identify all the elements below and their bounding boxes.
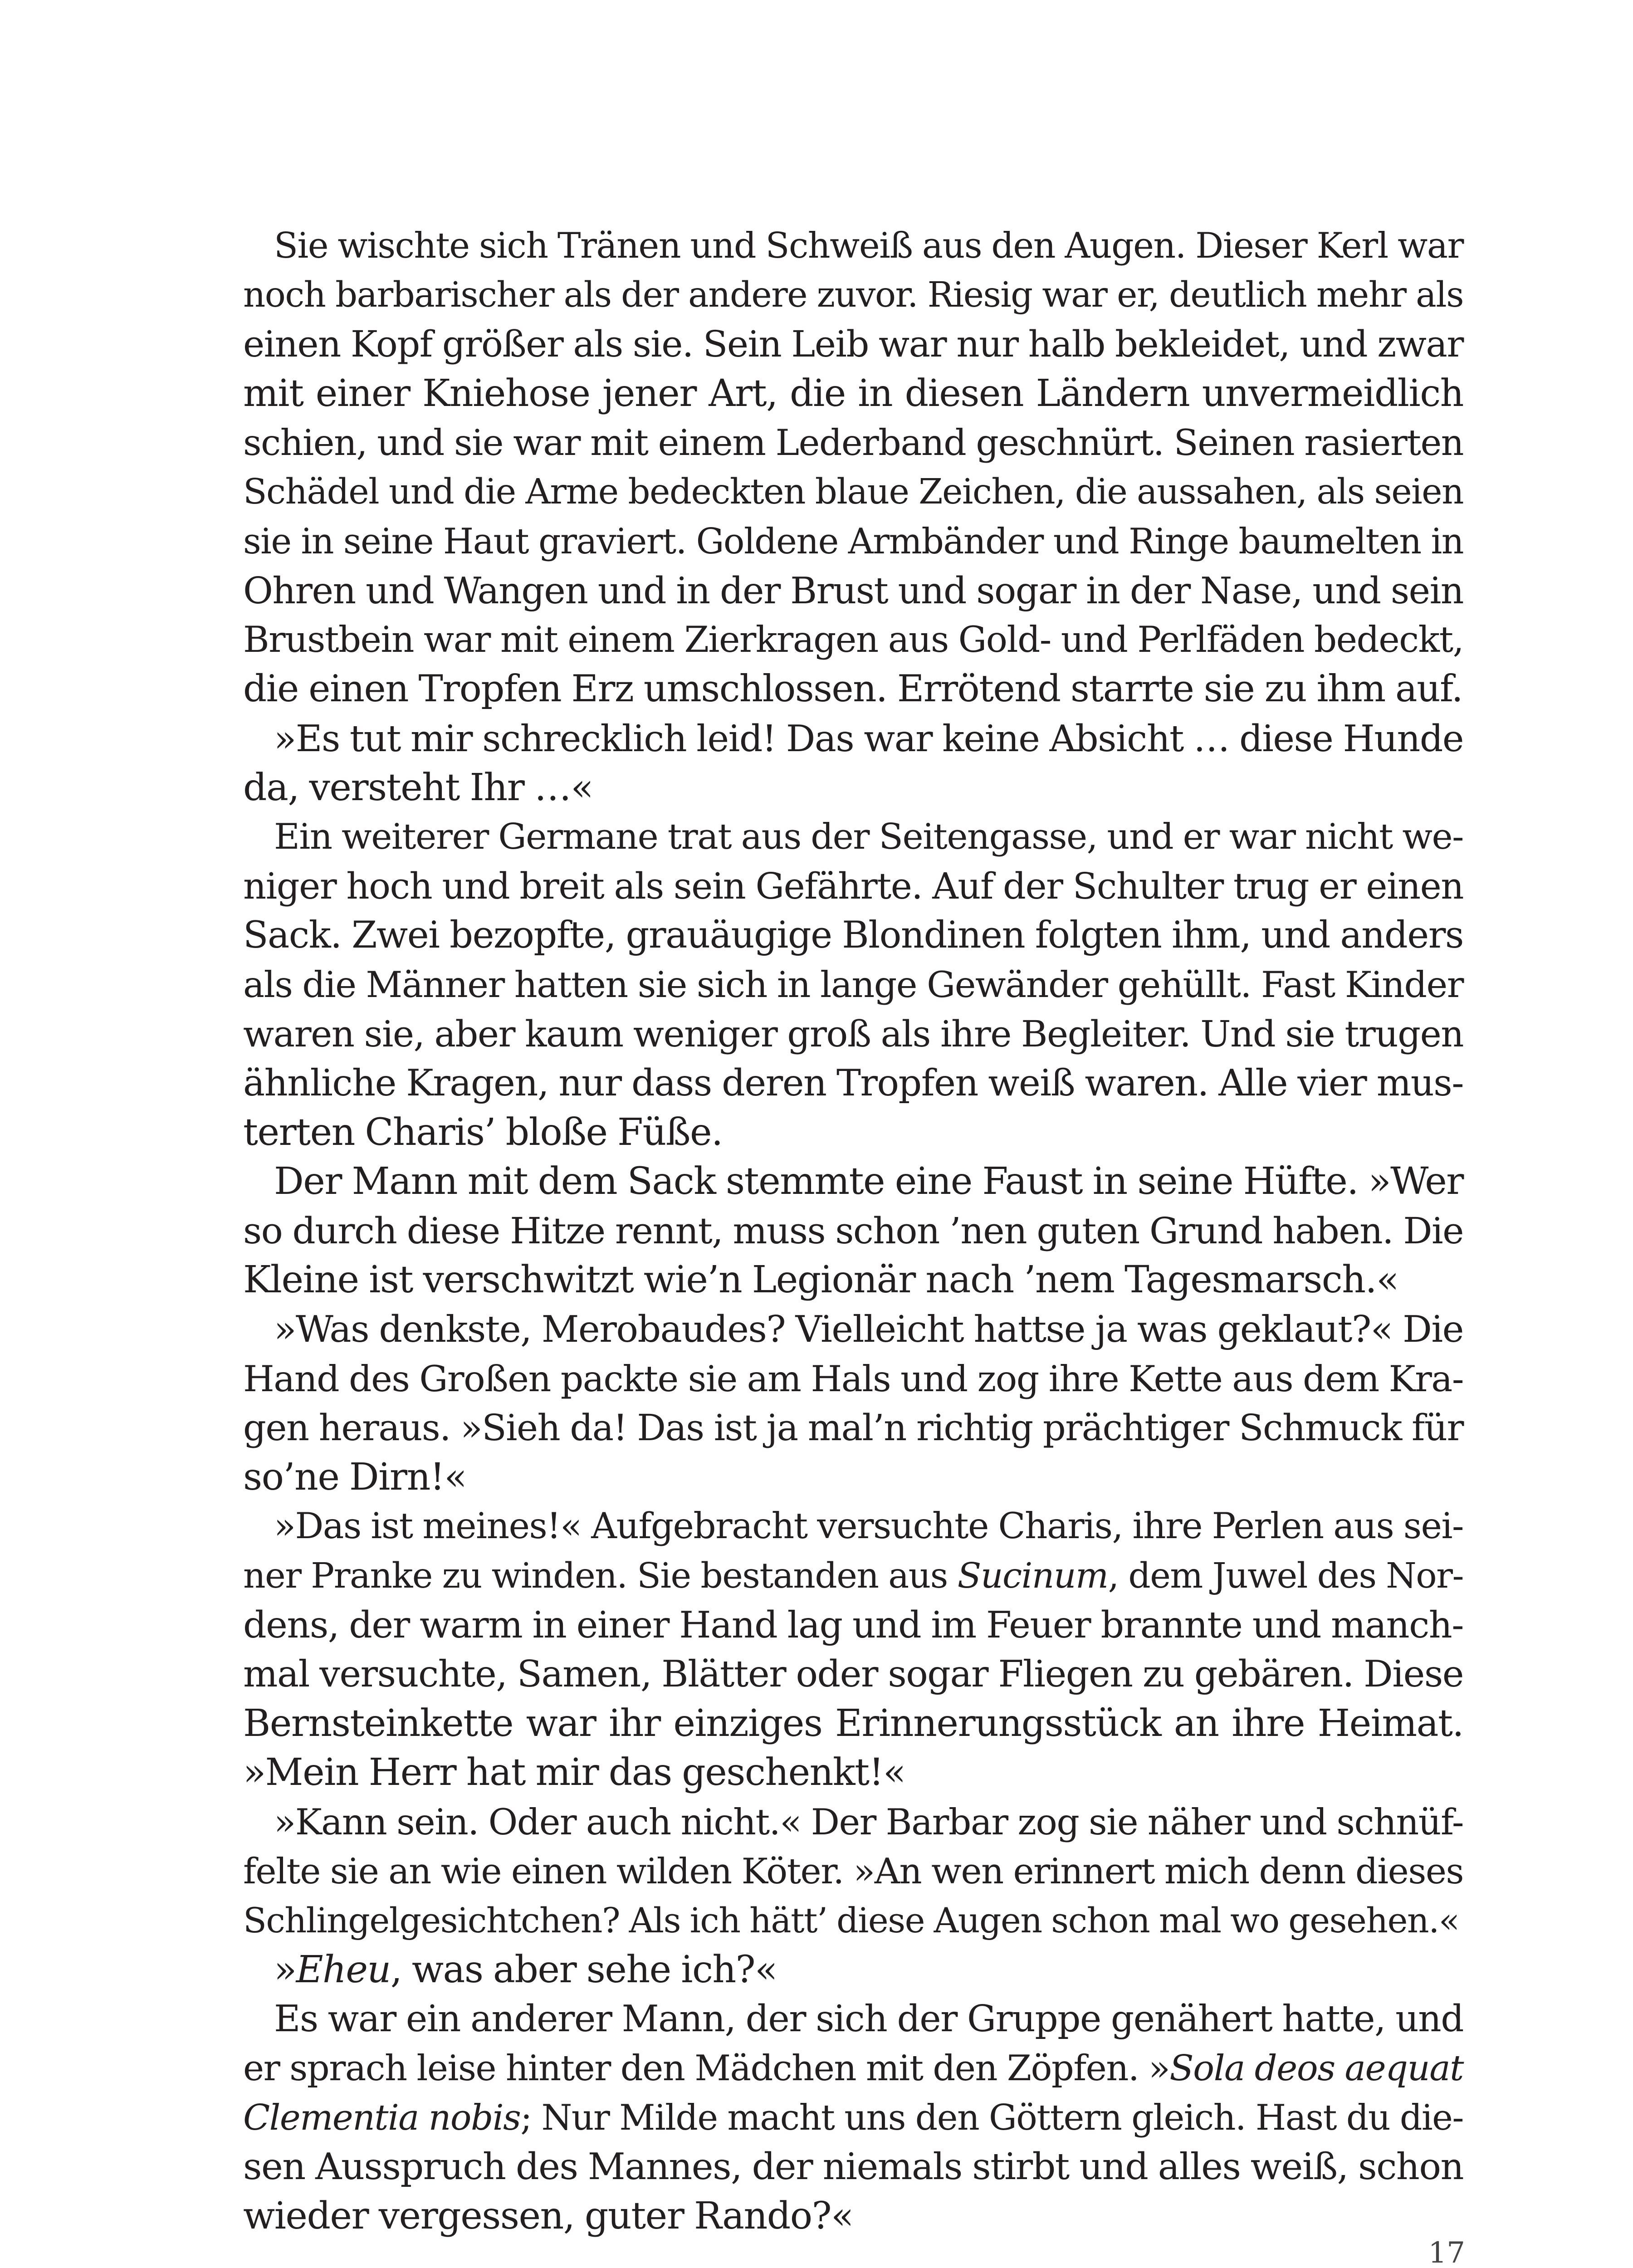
text-run: , dem Juwel des Nor- (1108, 1555, 1463, 1597)
text-line (243, 369, 1463, 419)
text-run: Ein weiterer Germane trat aus der Seitengasse, und er war nicht we- (274, 816, 1463, 858)
text-line (243, 1798, 1463, 1847)
body-text (243, 221, 1463, 2241)
text-line (243, 862, 1463, 911)
text-line (243, 1157, 1463, 1207)
text-run: » (274, 1948, 296, 1991)
text-line (243, 665, 1463, 714)
text-run: Hand des Großen packte sie am Hals und zog ihre Kette aus dem Kra- (243, 1358, 1463, 1400)
text-line (243, 1502, 1463, 1551)
text-run: »Es tut mir schrecklich leid! Das war keine Absicht … diese Hunde (274, 717, 1463, 760)
text-line (243, 714, 1463, 763)
text-line (243, 221, 1463, 271)
text-run: »Was denkste, Merobaudes? Vielleicht hattse ja was geklaut?« Die (274, 1308, 1463, 1351)
text-run: Der Mann mit dem Sack stemmte eine Faust in seine Hüfte. »Wer (274, 1160, 1463, 1203)
text-run: Sie wischte sich Tränen und Schweiß aus den Augen. Dieser Kerl war (274, 225, 1463, 266)
text-line (243, 1354, 1463, 1404)
text-run: Ohren und Wangen und in der Brust und sogar in der Nase, und sein (243, 569, 1463, 612)
text-run: als die Männer hatten sie sich in lange Gewänder gehüllt. Fast Kinder (243, 963, 1463, 1006)
text-run: felte sie an wie einen wilden Köter. »An wen erinnert mich denn dieses (243, 1851, 1463, 1892)
text-run: mal versuchte, Samen, Blätter oder sogar Fliegen zu gebären. Diese (243, 1653, 1463, 1696)
text-run: Brustbein war mit einem Zierkragen aus Gold- und Perlfäden bedeckt, (243, 619, 1463, 660)
text-run: »Das ist meines!« Aufgebracht versuchte Charis, ihre Perlen aus sei- (274, 1505, 1463, 1547)
italic-text: Sucinum (957, 1555, 1108, 1597)
text-line (243, 271, 1463, 320)
page-number: 17 (1428, 2236, 1465, 2268)
text-line (243, 1059, 1463, 1108)
text-run: sie in seine Haut graviert. Goldene Armbänder und Ringe baumelten in (243, 521, 1463, 562)
text-run: Schädel und die Arme bedeckten blaue Zeichen, die aussahen, als seien (243, 471, 1463, 512)
text-run: ner Pranke zu winden. Sie bestanden aus (243, 1555, 958, 1597)
text-line (243, 517, 1463, 567)
text-run: »Mein Herr hat mir das geschenkt!« (243, 1751, 905, 1794)
text-line (243, 418, 1463, 468)
text-run: Schlingelgesichtchen? Als ich hätt’ diese Augen schon mal wo gesehen.« (243, 1901, 1459, 1941)
text-line (243, 1305, 1463, 1354)
text-line (243, 2044, 1463, 2093)
text-line (243, 1207, 1463, 1256)
text-run: terten Charis’ bloße Füße. (243, 1110, 723, 1154)
text-line (243, 2093, 1463, 2143)
text-run: ähnliche Kragen, nur dass deren Tropfen weiß waren. Alle vier mus- (243, 1062, 1463, 1105)
text-line (243, 1601, 1463, 1650)
text-line (243, 1847, 1463, 1897)
italic-text: Sola deos aequat (1169, 2048, 1463, 2089)
text-run: so’ne Dirn!« (243, 1455, 467, 1499)
text-line (243, 1896, 1463, 1945)
text-run: noch barbarischer als der andere zuvor. Riesig war er, deutlich mehr als (243, 274, 1463, 315)
text-line (243, 763, 1463, 813)
text-run: die einen Tropfen Erz umschlossen. Errötend starrte sie zu ihm auf. (243, 667, 1463, 711)
text-run: mit einer Kniehose jener Art, die in diesen Ländern unvermeidlich (243, 371, 1463, 415)
text-run: er sprach leise hinter den Mädchen mit den Zöpfen. » (243, 2048, 1170, 2089)
text-run: schien, und sie war mit einem Lederband geschnürt. Seinen rasierten (243, 422, 1463, 464)
text-line (243, 1010, 1463, 1059)
text-line (243, 566, 1463, 616)
italic-text: Clementia nobis (243, 2097, 521, 2138)
text-run: wieder vergessen, guter Rando?« (243, 2194, 853, 2238)
text-run: niger hoch und breit als sein Gefährte. Auf der Schulter trug er einen (243, 865, 1463, 907)
text-line (243, 1945, 1463, 1995)
text-line (243, 1453, 1463, 1502)
text-run: ; Nur Milde macht uns den Göttern gleich. Hast du die- (520, 2097, 1463, 2138)
italic-text: Eheu (296, 1948, 391, 1991)
text-run: dens, der warm in einer Hand lag und im Feuer brannte und manch- (243, 1603, 1463, 1647)
text-line (243, 1650, 1463, 1699)
text-line (243, 1748, 1463, 1798)
text-run: »Kann sein. Oder auch nicht.« Der Barbar zog sie näher und schnüf- (274, 1801, 1463, 1843)
text-run: Kleine ist verschwitzt wie’n Legionär nach ’nem Tagesmarsch.« (243, 1258, 1398, 1302)
text-line (243, 812, 1463, 862)
text-line (243, 1551, 1463, 1601)
text-run: da, versteht Ihr …« (243, 766, 593, 809)
text-run: so durch diese Hitze rennt, muss schon ’nen guten Grund haben. Die (243, 1209, 1463, 1252)
text-run: Bernsteinkette war ihr einziges Erinnerungsstück an ihre Heimat. (243, 1701, 1463, 1745)
text-run: Es war ein anderer Mann, der sich der Gruppe genähert hatte, und (274, 1998, 1463, 2040)
text-line (243, 1699, 1463, 1749)
text-run: gen heraus. »Sieh da! Das ist ja mal’n richtig prächtiger Schmuck für (243, 1407, 1463, 1449)
text-run: einen Kopf größer als sie. Sein Leib war nur halb bekleidet, und zwar (243, 323, 1463, 366)
text-run: sen Ausspruch des Mannes, der niemals stirbt und alles weiß, schon (243, 2146, 1463, 2189)
text-line (243, 616, 1463, 665)
text-line (243, 468, 1463, 517)
text-run: Sack. Zwei bezopfte, grauäugige Blondinen folgten ihm, und anders (243, 914, 1463, 957)
text-line (243, 1403, 1463, 1453)
text-line (243, 1256, 1463, 1305)
text-line (243, 1994, 1463, 2044)
text-line (243, 320, 1463, 369)
text-run: , was aber sehe ich?« (390, 1948, 777, 1991)
text-line (243, 2142, 1463, 2192)
text-run: waren sie, aber kaum weniger groß als ihre Begleiter. Und sie trugen (243, 1012, 1463, 1055)
text-line (243, 911, 1463, 960)
text-line (243, 960, 1463, 1010)
text-line (243, 1108, 1463, 1158)
text-line (243, 2192, 1463, 2241)
